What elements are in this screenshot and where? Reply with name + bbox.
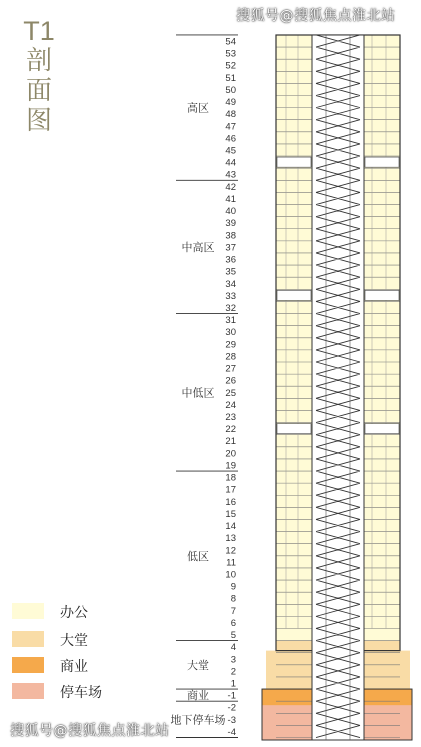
- floor-number--2: -2: [227, 702, 236, 714]
- floor-number-34: 34: [225, 278, 236, 290]
- floor-number-18: 18: [225, 472, 236, 484]
- floor-number-53: 53: [225, 48, 236, 60]
- floor-number-31: 31: [225, 315, 236, 327]
- legend-swatch-office: [12, 603, 44, 619]
- floor-number--1: -1: [227, 690, 236, 702]
- floor-number-1: 1: [230, 678, 236, 690]
- floor-number-43: 43: [225, 169, 236, 181]
- zone-label-3: 低区: [187, 549, 209, 563]
- floor-number-45: 45: [225, 145, 236, 157]
- floor-number-8: 8: [230, 593, 236, 605]
- floor-number-25: 25: [225, 387, 236, 399]
- title-char-1: 剖: [25, 46, 52, 76]
- zone-label-1: 中高区: [181, 240, 215, 254]
- floor-number-17: 17: [225, 484, 236, 496]
- zone-label-4: 大堂: [187, 658, 209, 672]
- legend-swatch-lobby: [12, 631, 44, 647]
- zone-label-6: 地下停车场: [170, 713, 226, 727]
- floor-number-37: 37: [225, 242, 236, 254]
- floor-number-28: 28: [225, 351, 236, 363]
- floor-number-27: 27: [225, 363, 236, 375]
- floor-number-11: 11: [226, 557, 236, 569]
- zone-label-5: 商业: [187, 689, 209, 703]
- floor-number-41: 41: [225, 193, 236, 205]
- floor-number-38: 38: [225, 230, 236, 242]
- title-code: T1: [23, 16, 55, 46]
- floor-number-19: 19: [225, 460, 236, 472]
- legend-swatch-parking: [12, 683, 44, 699]
- floor-number-36: 36: [225, 254, 236, 266]
- floor-number-23: 23: [225, 412, 236, 424]
- watermark-top: 搜狐号@搜狐焦点淮北站: [236, 8, 396, 24]
- refuge-floor-right-44: [365, 157, 399, 167]
- legend-label-lobby: 大堂: [60, 633, 88, 649]
- floor-number-32: 32: [225, 302, 236, 314]
- floor-number-2: 2: [230, 666, 236, 678]
- floor-number-6: 6: [230, 617, 236, 629]
- floor-number-9: 9: [230, 581, 236, 593]
- floor-number-54: 54: [225, 36, 236, 48]
- tower-section: [262, 35, 412, 740]
- floor-number-24: 24: [225, 399, 236, 411]
- floor-number-50: 50: [225, 84, 236, 96]
- watermark-bottom: 搜狐号@搜狐焦点淮北站: [10, 723, 170, 739]
- legend-label-parking: 停车场: [60, 685, 102, 701]
- zone-label-2: 中低区: [181, 386, 215, 400]
- refuge-floor-right-33: [365, 290, 399, 300]
- zone-label-0: 高区: [187, 101, 209, 115]
- floor-number-21: 21: [225, 436, 236, 448]
- floor-number-51: 51: [225, 72, 236, 84]
- floor-number-49: 49: [225, 97, 236, 109]
- floor-number-30: 30: [225, 327, 236, 339]
- floor-number-35: 35: [225, 266, 236, 278]
- refuge-floor-left-44: [277, 157, 311, 167]
- floor-number-33: 33: [225, 290, 236, 302]
- refuge-floor-left-33: [277, 290, 311, 300]
- legend-label-commercial: 商业: [60, 659, 88, 675]
- legend-label-office: 办公: [60, 605, 88, 621]
- floor-number-40: 40: [225, 206, 236, 218]
- floor-number-46: 46: [225, 133, 236, 145]
- floor-number-7: 7: [230, 605, 236, 617]
- title-char-2: 面: [25, 76, 52, 106]
- floor-labels: [171, 35, 239, 738]
- floor-number-29: 29: [225, 339, 236, 351]
- floor-number-39: 39: [225, 218, 236, 230]
- floor-number--3: -3: [227, 714, 236, 726]
- floor-number-26: 26: [225, 375, 236, 387]
- floor-number-44: 44: [225, 157, 236, 169]
- floor-number-13: 13: [225, 533, 236, 545]
- refuge-floor-left-22: [277, 424, 311, 434]
- floor-number-52: 52: [225, 60, 236, 72]
- floor-number--4: -4: [227, 726, 236, 738]
- floor-number-22: 22: [225, 424, 236, 436]
- floor-number-47: 47: [225, 121, 236, 133]
- floor-number-3: 3: [230, 654, 236, 666]
- floor-number-48: 48: [225, 109, 236, 121]
- floor-number-10: 10: [225, 569, 236, 581]
- floor-number-16: 16: [225, 496, 236, 508]
- floor-number-15: 15: [225, 508, 236, 520]
- refuge-floor-right-22: [365, 424, 399, 434]
- legend-swatch-commercial: [12, 657, 44, 673]
- title-char-3: 图: [25, 106, 52, 136]
- floor-number-14: 14: [225, 521, 236, 533]
- floor-number-42: 42: [225, 181, 236, 193]
- floor-number-20: 20: [225, 448, 236, 460]
- floor-number-5: 5: [230, 630, 236, 642]
- floor-number-4: 4: [230, 642, 236, 654]
- floor-number-12: 12: [225, 545, 236, 557]
